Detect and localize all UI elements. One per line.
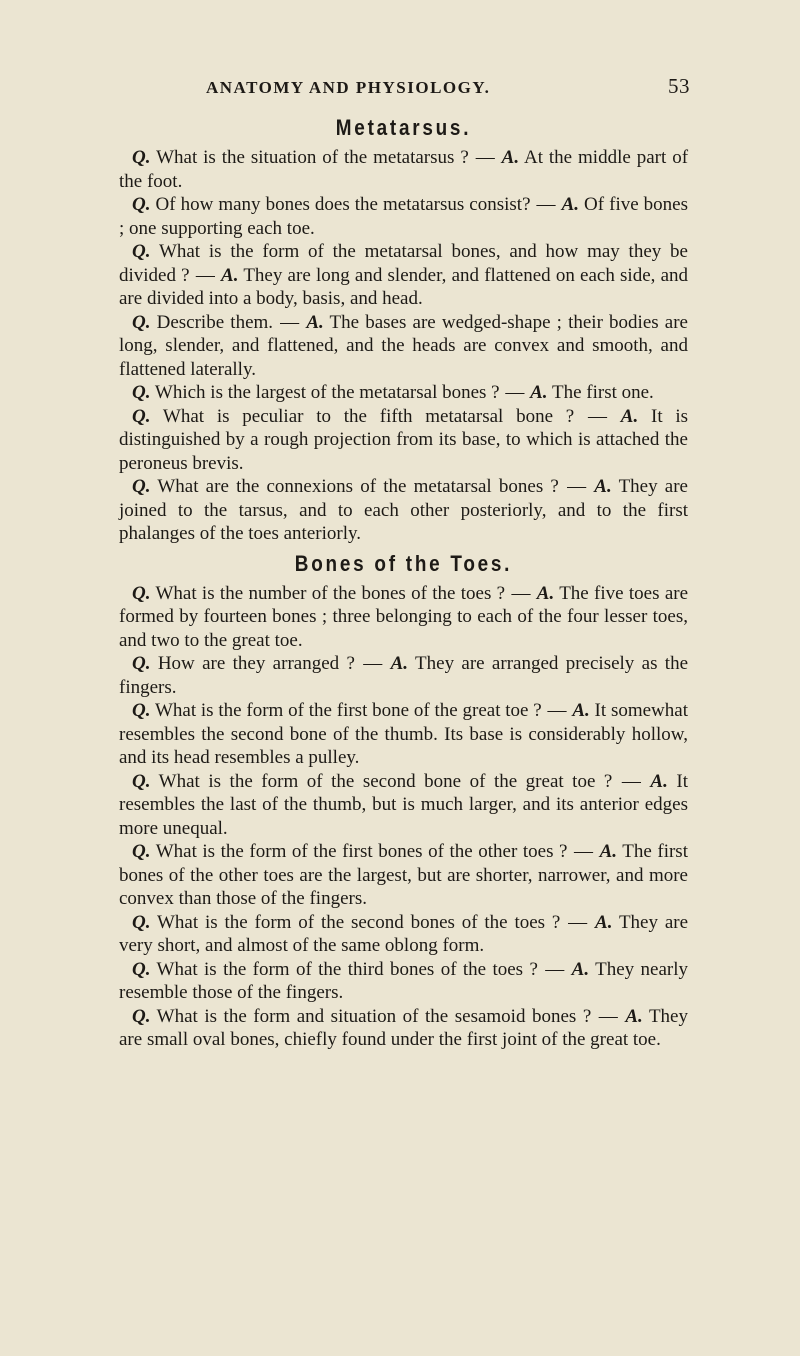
qa-entry — [119, 1005, 688, 1052]
question-marker: Q. — [132, 311, 151, 333]
page-number: 53 — [668, 74, 690, 98]
answer-marker: A. — [501, 147, 520, 168]
qa-entry — [119, 652, 688, 699]
answer-marker: A. — [536, 582, 555, 604]
qa-entry — [119, 311, 688, 382]
qa-entry — [119, 911, 688, 958]
question-text: What is the form of the first bones of the other toes ? — [155, 841, 568, 862]
answer-marker: A. — [594, 476, 612, 497]
question-text: Which is the largest of the metatarsal bones ? — [154, 382, 500, 403]
answer-text: They are very short, and almost of the same oblong form. — [119, 911, 689, 956]
dash: — — [621, 770, 641, 792]
qa-entry — [119, 840, 688, 911]
answer-text: It somewhat resembles the second bone of the thumb. Its base is considerably hollow, and its head resembles a pulley. — [119, 700, 688, 768]
dash: — — [574, 841, 594, 862]
answer-text: Of five bones ; one supporting each toe. — [119, 194, 689, 239]
question-text: What is peculiar to the fifth metatarsal bone ? — [162, 405, 575, 427]
question-marker: Q. — [132, 911, 151, 933]
dash: — — [545, 958, 565, 980]
answer-marker: A. — [390, 653, 409, 674]
answer-marker: A. — [650, 770, 668, 792]
question-text: What is the form of the metatarsal bones, and how may they be divided ? — [119, 241, 688, 286]
dash: — — [598, 1005, 618, 1027]
qa-entry — [119, 958, 688, 1005]
qa-entry — [119, 193, 688, 240]
qa-entry — [119, 381, 688, 405]
question-text: What is the situation of the metatarsus ? — [156, 147, 469, 168]
answer-text: The first one. — [551, 382, 654, 403]
dash: — — [547, 700, 567, 721]
running-head-title: ANATOMY AND PHYSIOLOGY. — [206, 78, 491, 97]
question-marker: Q. — [132, 382, 151, 403]
question-marker: Q. — [132, 1005, 151, 1027]
answer-text: They are long and slender, and flattened on each side, and are divided into a body, basis, and head. — [119, 264, 689, 309]
answer-text: The first bones of the other toes are the largest, but are shorter, narrower, and more convex than those of the fingers. — [119, 841, 688, 909]
answer-marker: A. — [572, 700, 590, 721]
question-text: How are they arranged ? — [157, 653, 355, 674]
question-marker: Q. — [132, 476, 151, 497]
answer-text: At the middle part of the foot. — [119, 147, 689, 192]
dash: — — [536, 194, 556, 215]
answer-marker: A. — [625, 1005, 643, 1027]
answer-marker: A. — [561, 194, 580, 215]
section-heading-metatarsus: Metatarsus. — [335, 115, 472, 140]
question-marker: Q. — [132, 770, 151, 792]
answer-text: They nearly resemble those of the fingers. — [119, 958, 688, 1003]
dash: — — [280, 311, 300, 333]
answer-marker: A. — [221, 264, 239, 286]
question-text: What is the number of the bones of the toes ? — [155, 582, 506, 604]
question-text: Of how many bones does the metatarsus consist? — [155, 194, 531, 215]
question-text: Describe them. — [156, 311, 274, 333]
question-marker: Q. — [132, 194, 151, 215]
page-body — [119, 110, 688, 1052]
qa-entry — [119, 405, 688, 476]
dash: — — [568, 911, 588, 933]
dash: — — [363, 653, 383, 674]
qa-entry — [119, 582, 688, 653]
qa-entry — [119, 240, 688, 311]
answer-marker: A. — [599, 841, 618, 862]
answer-text: They are joined to the tarsus, and to each other posteriorly, and to the first phalanges of the toes anteriorly. — [119, 476, 688, 544]
dash: — — [195, 264, 215, 286]
dash: — — [567, 476, 587, 497]
answer-marker: A. — [306, 311, 324, 333]
dash: — — [505, 382, 525, 403]
answer-text: They are arranged precisely as the fingers. — [119, 653, 689, 698]
question-marker: Q. — [132, 653, 151, 674]
question-marker: Q. — [132, 241, 151, 262]
qa-entry — [119, 770, 688, 841]
answer-text: It resembles the last of the thumb, but is much larger, and its anterior edges more unequal. — [119, 770, 688, 839]
question-marker: Q. — [132, 147, 151, 168]
question-marker: Q. — [132, 958, 151, 980]
question-marker: Q. — [132, 841, 151, 862]
answer-text: The bases are wedged-shape ; their bodies are long, slender, and flattened, and the heads are convex and smooth, and flattened laterally. — [119, 311, 688, 380]
dash: — — [511, 582, 531, 604]
question-text: What is the form of the third bones of the toes ? — [156, 958, 538, 980]
answer-text: The five toes are formed by fourteen bones ; three belonging to each of the four lesser toes, and two to the great toe. — [119, 582, 689, 651]
dash: — — [475, 147, 495, 168]
answer-marker: A. — [530, 382, 548, 403]
question-text: What is the form of the second bone of the great toe ? — [158, 770, 613, 792]
qa-entry — [119, 475, 688, 546]
question-marker: Q. — [132, 582, 151, 604]
qa-entry — [119, 699, 688, 770]
question-text: What are the connexions of the metatarsal bones ? — [157, 476, 559, 497]
question-text: What is the form of the first bone of the great toe ? — [154, 700, 542, 721]
answer-marker: A. — [595, 911, 613, 933]
answer-text: It is distinguished by a rough projection from its base, to which is attached the peroneus brevis. — [119, 405, 689, 474]
dash: — — [588, 405, 607, 427]
section-heading-bones-of-the-toes: Bones of the Toes. — [294, 550, 513, 576]
qa-entry — [119, 146, 688, 193]
question-marker: Q. — [132, 405, 151, 427]
question-text: What is the form and situation of the sesamoid bones ? — [156, 1005, 592, 1027]
answer-marker: A. — [571, 958, 590, 980]
answer-text: They are small oval bones, chiefly found under the first joint of the great toe. — [119, 1005, 688, 1050]
question-marker: Q. — [132, 700, 151, 721]
running-head — [206, 74, 690, 99]
question-text: What is the form of the second bones of the toes ? — [156, 911, 561, 933]
answer-marker: A. — [620, 405, 639, 427]
